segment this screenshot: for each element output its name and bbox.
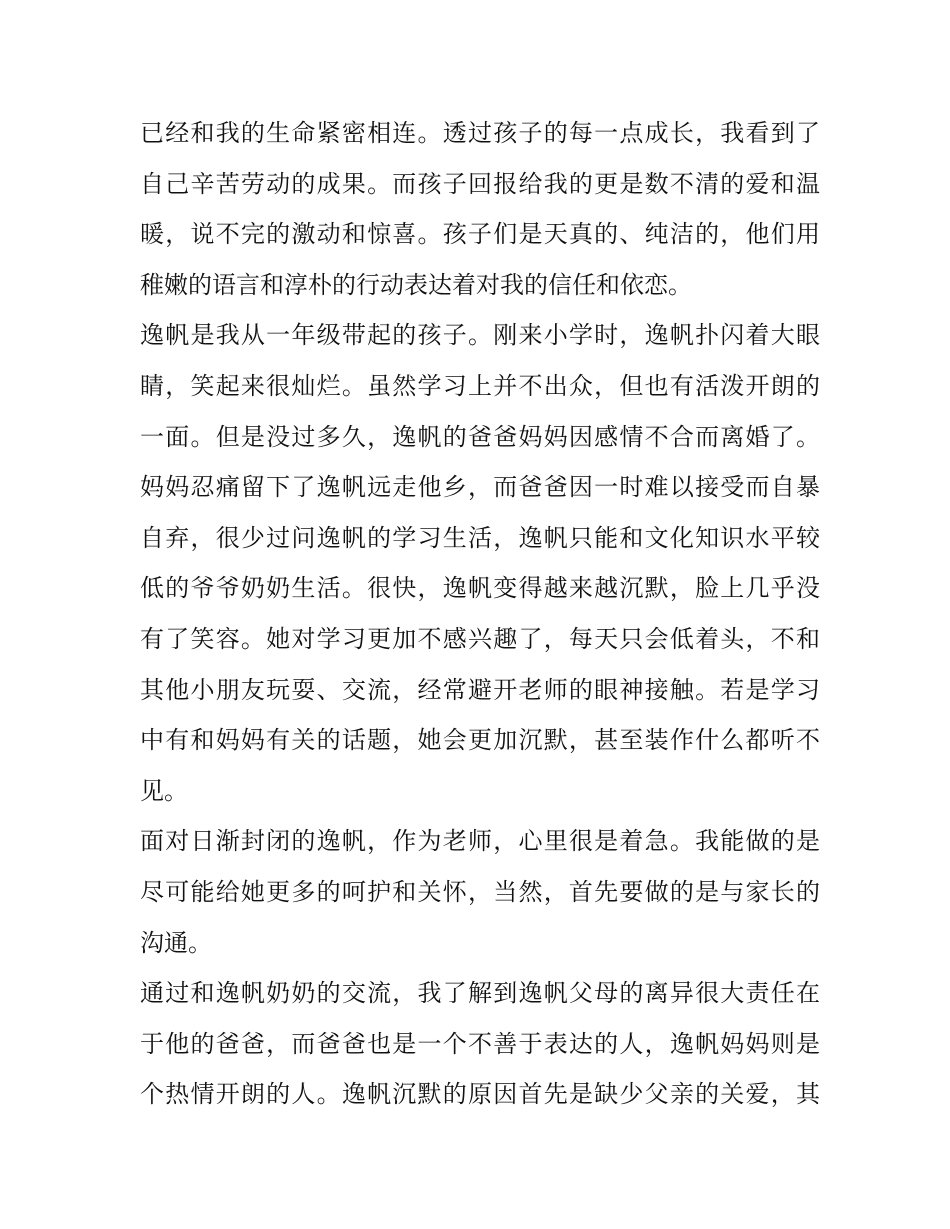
- text-line: 逸帆是我从一年级带起的孩子。刚来小学时，逸帆扑闪着大眼: [140, 321, 820, 350]
- text-line: 自己辛苦劳动的成果。而孩子回报给我的更是数不清的爱和温: [140, 169, 820, 198]
- text-line: 个热情开朗的人。逸帆沉默的原因首先是缺少父亲的关爱，其: [140, 1080, 820, 1109]
- text-line: 妈妈忍痛留下了逸帆远走他乡，而爸爸因一时难以接受而自暴: [140, 473, 820, 502]
- text-line: 其他小朋友玩耍、交流，经常避开老师的眼神接触。若是学习: [140, 675, 820, 704]
- text-line: 沟通。: [140, 928, 212, 957]
- text-line: 低的爷爷奶奶生活。很快，逸帆变得越来越沉默，脸上几乎没: [140, 574, 820, 603]
- text-line: 有了笑容。她对学习更加不感兴趣了，每天只会低着头，不和: [140, 624, 820, 653]
- text-line: 睛，笑起来很灿烂。虽然学习上并不出众，但也有活泼开朗的: [140, 371, 820, 400]
- text-line: 尽可能给她更多的呵护和关怀，当然，首先要做的是与家长的: [140, 877, 820, 906]
- document-body: [140, 108, 820, 1120]
- text-line: 见。: [140, 776, 188, 805]
- text-line: 暖，说不完的激动和惊喜。孩子们是天真的、纯洁的，他们用: [140, 220, 820, 249]
- text-line: 面对日渐封闭的逸帆，作为老师，心里很是着急。我能做的是: [140, 827, 820, 856]
- text-line: 稚嫩的语言和淳朴的行动表达着对我的信任和依恋。: [140, 270, 692, 299]
- text-line: 自弃，很少过问逸帆的学习生活，逸帆只能和文化知识水平较: [140, 523, 820, 552]
- text-line: 一面。但是没过多久，逸帆的爸爸妈妈因感情不合而离婚了。: [140, 422, 820, 451]
- text-line: 通过和逸帆奶奶的交流，我了解到逸帆父母的离异很大责任在: [140, 979, 820, 1008]
- text-line: 中有和妈妈有关的话题，她会更加沉默，甚至装作什么都听不: [140, 726, 820, 755]
- text-line: 已经和我的生命紧密相连。透过孩子的每一点成长，我看到了: [140, 119, 820, 147]
- text-line: 于他的爸爸，而爸爸也是一个不善于表达的人，逸帆妈妈则是: [140, 1029, 820, 1058]
